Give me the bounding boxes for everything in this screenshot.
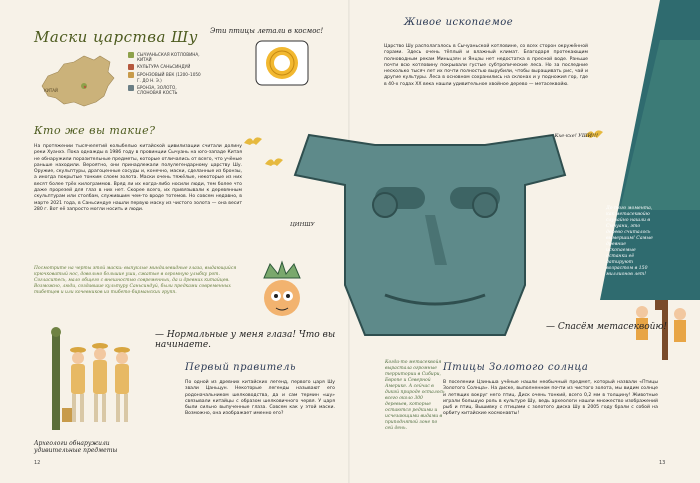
explorers-illustration (48, 320, 148, 440)
name-label: ЦИНШУ (290, 222, 315, 228)
page-number: 12 (34, 460, 41, 466)
legend-swatch (128, 72, 134, 78)
section-title: Первый правитель (185, 362, 296, 373)
speech-bubble: Эти птицы летали в космос! (210, 27, 324, 35)
metasequoia-tree-illustration (595, 0, 700, 340)
legend-text: СЫЧУАНЬСКАЯ КОТЛОВИНА, КИТАЙ (137, 52, 200, 63)
bird-icon (265, 156, 283, 168)
legend-text: БРОНЗОВЫЙ ВЕК (1200–1050 Г. ДО Н. Э.) (137, 72, 201, 83)
speech-bubble: — Спасём метасеквойю! (546, 322, 668, 332)
body-text: На протяжении тысячелетий колыбелью китайской цивилизации считали долину реки Хуанхэ. Пока однажды в 1986 году в провинции Сычуань на юго-западе Китая не обнаружили поразительные предметы, которые отличались от всего, что учёные раньше находили. Вероятно, они принадлежали полулегендарному царству Шу. Оружие, скульптуры, драгоценные сосуды и, конечно, маски, сделанные из бронзы, а иногда покрытые тонким слоем золота. Маски очень тяжёлые, некоторые из них весят более трёх килограммов. Вряд ли их когда-либо носили люди, тем более что даже прорезей для глаз в них нет. Скорее всего, их привязывали к деревянным скульптурам или столбам, служившим чем-то вроде тотемов. Но совсем недавно, в марте 2021 года, в Саньсиндуе нашли первую маску из чистого золота — она весит 280 г. Вот её запросто могли носить и люди. (34, 144, 242, 212)
side-note: Когда-то метасеквойя вырастала огромные территории в Сибири, Европе и Северной Америке. А сейчас в дикой природе осталось всего около 300 деревьев, которые остаются редкими и исчезающими видами в приподнятой зоне по сей день. (385, 360, 445, 431)
golden-sun-disc-illustration (250, 35, 314, 91)
tree-note: До того момента, как метасеквойю случайно нашли в Сычуани, это дерево считалось вымершим! Самые древние ископаемые останки её датируют возрастом в 150 миллионов лет! (606, 206, 653, 277)
legend-row (128, 52, 202, 62)
page-title: Маски царства Шу (34, 28, 198, 46)
page-number: 13 (659, 460, 666, 466)
legend-swatch (128, 85, 134, 91)
legend-text: БРОНЗА, ЗОЛОТО, СЛОНОВАЯ КОСТЬ (137, 84, 178, 96)
body-text: Царство Шу располагалось в Сычуаньской котловине, со всех сторон окружённой горами. Здесь очень тёплый и влажный климат. Благодаря протекающим полноводным рекам Миньцзян и Янцзы нет недостатка в пресной воде. Раньше почти всю котловину покрывали густые субтропические леса. Но за последние несколько тысяч лет их почти полностью вырубили, чтобы выращивать рис, чай и другие культуры. Леса в основном сохранились на склонах и у подножия гор, где в 40-х годах XX века нашли удивительное хвойное дерево — метасеквойю. (384, 44, 588, 87)
legend-swatch (128, 64, 134, 70)
map-label: КИТАЙ (44, 88, 59, 93)
legend-row (128, 85, 202, 95)
speech-bubble: — Нормальные у меня глаза! Что вы начинаете. (155, 330, 336, 350)
legend-swatch (128, 52, 134, 58)
bronze-mask-illustration (265, 115, 595, 345)
legend-text: КУЛЬТУРА САНЬСИНДУЙ (137, 64, 191, 70)
map-legend (128, 52, 202, 97)
body-text: В поселении Цзиньша учёные нашли необычный предмет, который назвали «Птицы Золотого Солнца». На диске, выполненном почти из чистого золота, мы видим солнце и летящих вокруг него птиц. Диск очень тонкий, всего 0,2 мм в толщину! Животные играли большую роль в культуре Шу, ведь археологи нашли множество изображений рыб и птиц. Вышивку с птицами с золотого диска Шу в 2005 году брали с собой на орбиту китайские космонавты! (443, 380, 658, 417)
speech-bubble: — Кхе-кхе! УШИ!!! (548, 133, 598, 139)
section-title: Кто же вы такие? (34, 124, 156, 137)
china-map (34, 52, 120, 110)
illustration-caption: Археологи обнаружили удивительные предметы (34, 440, 118, 454)
legend-row (128, 64, 202, 70)
section-title: Птицы Золотого солнца (443, 362, 589, 373)
kid-with-crown-illustration (250, 258, 314, 328)
bird-icon (244, 135, 262, 147)
section-title: Живое ископаемое (404, 17, 514, 28)
legend-row (128, 72, 202, 82)
side-note: Посмотрите на черты этой маски: выпуклые миндалевидные глаза, выдающийся крючковатый нос, довольно большие уши, сжатые в огромную улыбку рот. Согласитесь, мало общего с внешностью современных, да и древних китайцев. Возможно, люди, создавшие культуру Саньсиндуй, были предками современных тибетцев и или кочевников из тибето-бирманских групп. (34, 266, 237, 295)
body-text: По одной из древних китайских легенд, первого царя Шу звали Цаньцун. Некоторые легенды называют его родоначальником шелководства, да и сам термин «шу» связывали китайцы с образом шелковичного червя. У царя были сильно выпученные глаза. Совсем как у этой маски. Возможно, она изображает именно его? (185, 380, 335, 417)
